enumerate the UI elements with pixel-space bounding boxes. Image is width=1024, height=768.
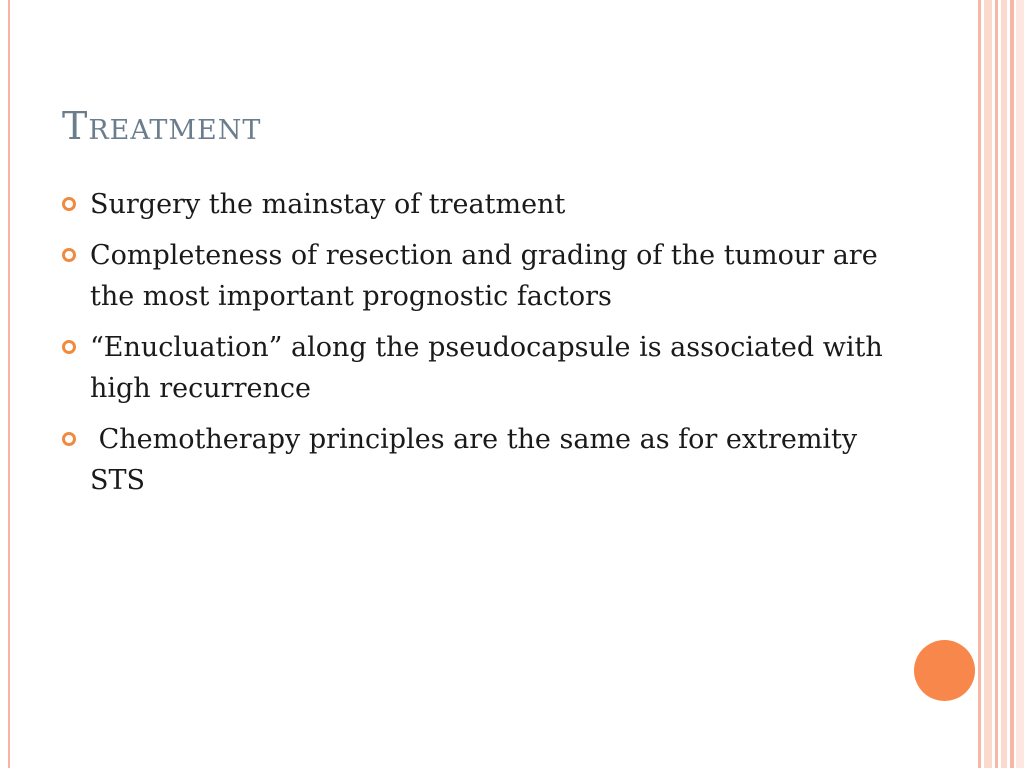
right-stripe [1001, 0, 1007, 768]
ring-bullet-icon [62, 340, 76, 354]
ring-bullet-icon [62, 248, 76, 262]
bullet-text: Completeness of resection and grading of the tumour are the most important prognostic factors [90, 240, 878, 312]
bullet-text: “Enucluation” along the pseudocapsule is associated with high recurrence [90, 332, 883, 404]
bullet-item [62, 184, 902, 225]
bullet-list [62, 184, 902, 511]
ring-bullet-icon [62, 432, 76, 446]
right-stripe [995, 0, 998, 768]
right-stripe [984, 0, 992, 768]
right-stripe [1010, 0, 1014, 768]
bullet-item [62, 327, 902, 409]
bullet-text: Surgery the mainstay of treatment [90, 189, 566, 220]
bullet-item [62, 419, 902, 501]
slide-title: Treatment [62, 104, 262, 148]
ring-bullet-icon [62, 197, 76, 211]
bullet-item [62, 235, 902, 317]
right-stripe [1016, 0, 1024, 768]
orange-circle-decoration [914, 640, 975, 701]
left-border-line [8, 0, 10, 768]
bullet-text: Chemotherapy principles are the same as for extremity STS [90, 424, 866, 496]
right-stripe [978, 0, 981, 768]
